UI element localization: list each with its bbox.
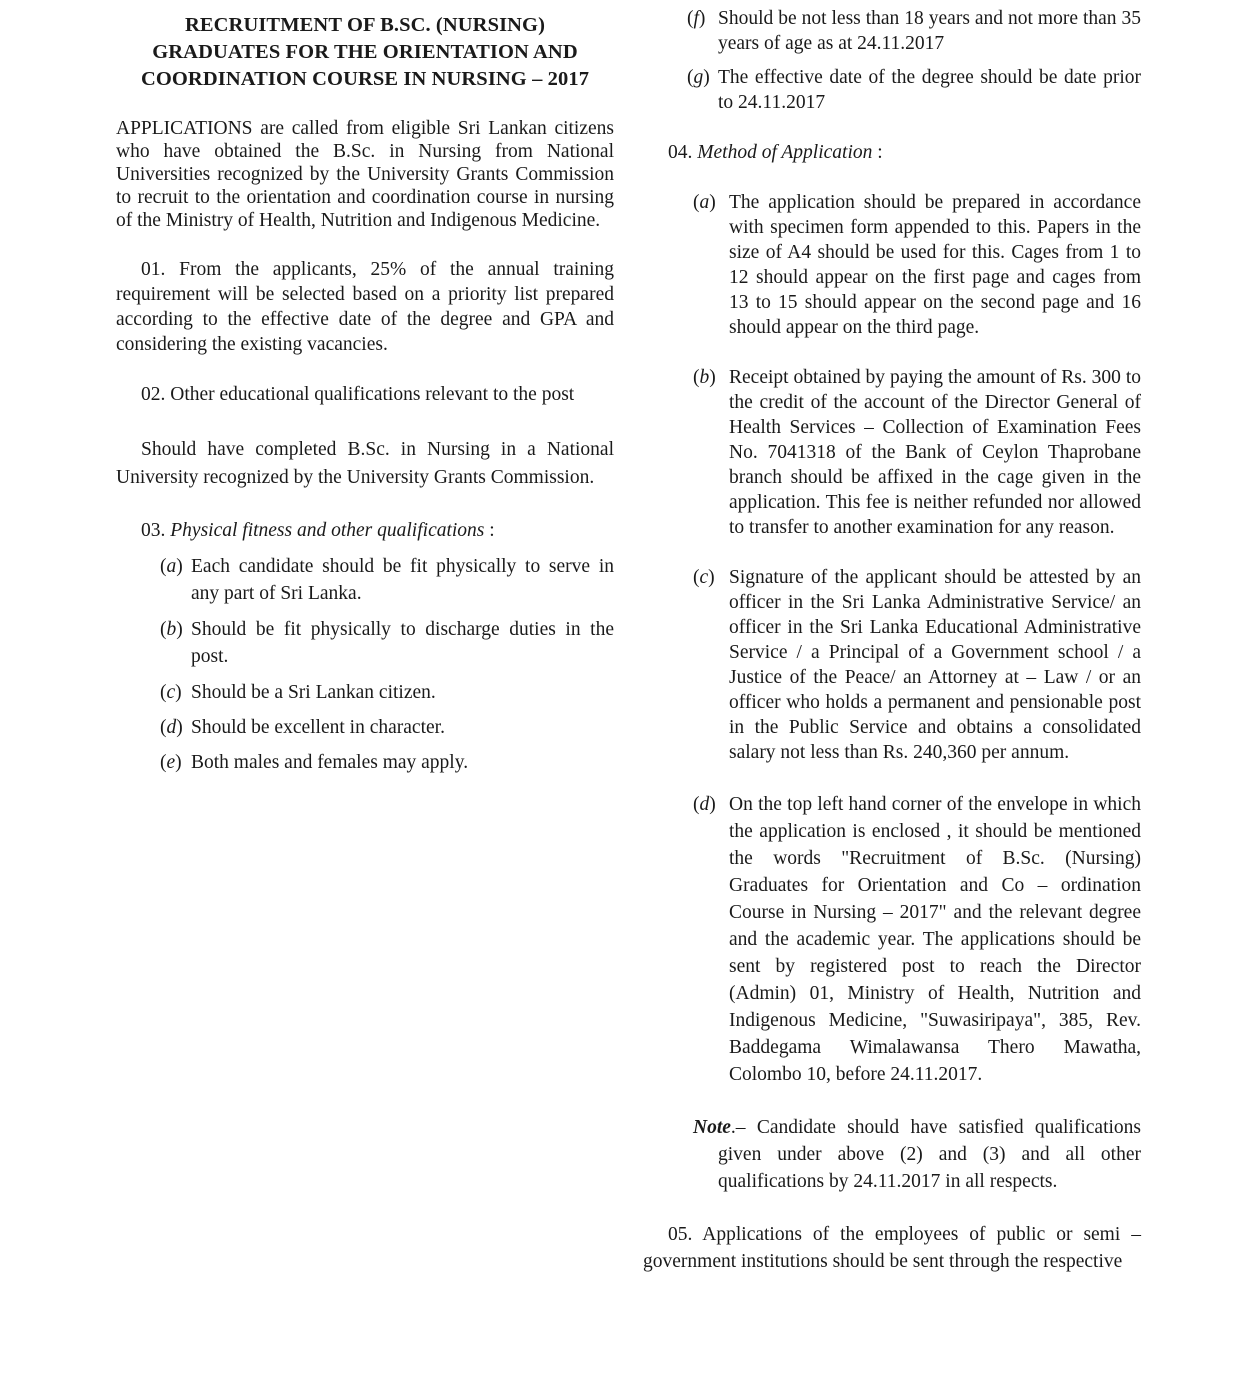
list-item-text: Each candidate should be fit physically to serve in any part of Sri Lanka. xyxy=(191,556,614,604)
section-heading: Physical fitness and other qualifications xyxy=(170,520,485,541)
list-marker: (b) xyxy=(160,619,183,640)
list-item xyxy=(693,791,1141,1088)
title-line-2: GRADUATES FOR THE ORIENTATION AND xyxy=(152,41,578,63)
paragraph-03-heading xyxy=(116,518,614,543)
list-item xyxy=(160,616,614,670)
list-marker: (f) xyxy=(687,8,706,29)
right-column xyxy=(643,0,1141,1275)
list-item-text: The application should be prepared in accordance with specimen form appended to this. Papers in the size of A4 should be used for this. Cages from 1 to 12 should appear on the first page and cages from 13 to 15 should appear on the second page and 16 should appear on the third page. xyxy=(729,192,1141,338)
list-item-text: Receipt obtained by paying the amount of Rs. 300 to the credit of the account of the Director General of Health Services – Collection of Examination Fees No. 7041318 of the Bank of Ceylon Thaprobane branch should be affixed in the cage given in the application. This fee is neither refunded nor allowed to transfer to another examination for any reason. xyxy=(729,367,1141,538)
paragraph-02-detail: Should have completed B.Sc. in Nursing in a National University recognized by the University Grants Commission. xyxy=(116,439,614,488)
list-item xyxy=(160,679,614,706)
section-heading: Method of Application xyxy=(697,142,873,163)
list-marker: (c) xyxy=(160,682,182,703)
list-marker: (g) xyxy=(687,67,710,88)
list-marker: (c) xyxy=(693,567,715,588)
list-item-text: Should be fit physically to discharge duties in the post. xyxy=(191,619,614,667)
qualifications-list xyxy=(116,553,614,776)
heading-colon: : xyxy=(484,520,495,541)
left-column xyxy=(116,0,614,776)
list-item xyxy=(687,65,1141,115)
list-item-text: Should be not less than 18 years and not more than 35 years of age as at 24.11.2017 xyxy=(718,8,1141,54)
paragraph-01: 01. From the applicants, 25% of the annual training requirement will be selected based on a priority list prepared according to the effective date of the degree and GPA and considering the existing vacancies. xyxy=(116,259,614,355)
list-item xyxy=(693,365,1141,540)
list-item-text: Should be excellent in character. xyxy=(191,717,445,738)
intro-paragraph: APPLICATIONS are called from eligible Sri Lankan citizens who have obtained the B.Sc. in Nursing from National Universities recognized by the University Grants Commission to recruit to the orientation and coordination course in nursing of the Ministry of Health, Nutrition and Indigenous Medicine. xyxy=(116,118,614,231)
list-item xyxy=(693,565,1141,765)
title-line-1: RECRUITMENT OF B.SC. (NURSING) xyxy=(184,14,546,36)
note-label: Note xyxy=(693,1117,731,1138)
paragraph-04-heading xyxy=(668,140,1141,165)
list-marker: (b) xyxy=(693,367,716,388)
paragraph-02: 02. Other educational qualifications relevant to the post xyxy=(141,384,575,405)
section-number: 03. xyxy=(141,520,166,541)
list-marker: (e) xyxy=(160,752,182,773)
list-item xyxy=(160,714,614,741)
list-item xyxy=(160,553,614,607)
paragraph-05: 05. Applications of the employees of public or semi – government institutions should be sent through the respective xyxy=(643,1224,1141,1272)
list-item xyxy=(687,6,1141,56)
method-of-application-list xyxy=(643,190,1141,1088)
list-marker: (a) xyxy=(160,556,183,577)
list-marker: (d) xyxy=(693,794,716,815)
list-item xyxy=(693,190,1141,340)
list-item-text: The effective date of the degree should be date prior to 24.11.2017 xyxy=(718,67,1141,113)
note-text: .– Candidate should have satisfied qualifications given under above (2) and (3) and all other qualifications by 24.11.2017 in all respects. xyxy=(718,1117,1141,1192)
heading-colon: : xyxy=(872,142,883,163)
list-item-text: Signature of the applicant should be attested by an officer in the Sri Lanka Administrative Service/ an officer in the Sri Lanka Educational Administrative Service / a Principal of a Government school / a Justice of the Peace/ an Attorney at – Law / or an officer who holds a permanent and pensionable post in the Public Service and obtains a consolidated salary not less than Rs. 240,360 per annum. xyxy=(729,567,1141,763)
title-line-3: COORDINATION COURSE IN NURSING – 2017 xyxy=(140,68,590,90)
notice-title xyxy=(116,12,614,93)
list-item-text: On the top left hand corner of the envelope in which the application is enclosed , it should be mentioned the words "Recruitment of B.Sc. (Nursing) Graduates for Orientation and Co – ordination Course in Nursing – 2017" and the relevant degree and the academic year. The applications should be sent by registered post to reach the Director (Admin) 01, Ministry of Health, Nutrition and Indigenous Medicine, "Suwasiripaya", 385, Rev. Baddegama Wimalawansa Thero Mawatha, Colombo 10, before 24.11.2017. xyxy=(729,794,1141,1085)
list-item-text: Should be a Sri Lankan citizen. xyxy=(191,682,436,703)
section-number: 04. xyxy=(668,142,693,163)
list-marker: (a) xyxy=(693,192,716,213)
qualifications-list-continued xyxy=(643,6,1141,115)
note-paragraph xyxy=(693,1114,1141,1195)
list-item xyxy=(160,749,614,776)
list-marker: (d) xyxy=(160,717,183,738)
list-item-text: Both males and females may apply. xyxy=(191,752,469,773)
